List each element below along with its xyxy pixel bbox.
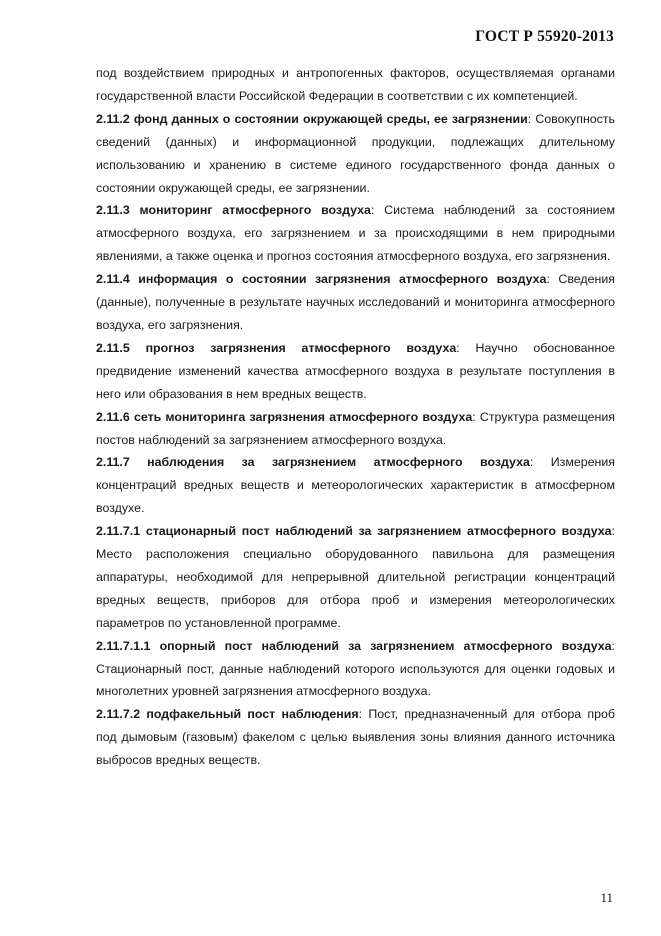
entry-definition: Сведения (данные), полученные в результате научных исследований и мониторинга атмосферного воздуха, его загрязнения. (96, 272, 616, 332)
entry-term: наблюдения за загрязнением атмосферного воздуха (147, 455, 530, 470)
entry-term: прогноз загрязнения атмосферного воздуха (145, 340, 457, 355)
entry-definition: Совокупность сведений (данных) и информационной продукции, подлежащих длительному использованию и хранению в системе единого государственного фонда данных о состоянии окружающей среды, ее загрязнении. (96, 111, 616, 195)
term-entry: 2.11.7.1.1 опорный пост наблюдений за загрязнением атмосферного воздуха: Стационарный пост, данные наблюдений которого используются для оценки годовых и многолетних уровней загрязнения атмосферного воздуха. (96, 638, 615, 699)
term-entry: 2.11.5 прогноз загрязнения атмосферного воздуха: Научно обоснованное предвидение изменений качества атмосферного воздуха в результате поступления в него или образования в нем вредных веществ. (96, 340, 615, 401)
document-code: ГОСТ Р 55920-2013 (475, 28, 614, 45)
entry-definition: Место расположения специально оборудованного павильона для размещения аппаратуры, необходимой для непрерывной длительной регистрации концентраций вредных веществ, приборов для отбора проб и измерения метеорологических параметров по установленной программе. (96, 547, 615, 630)
page-number: 11 (600, 890, 613, 905)
entry-definition: Измерения концентраций вредных веществ и метеорологических характеристик в атмосферном воздухе. (96, 455, 615, 516)
term-entry: 2.11.7.1 стационарный пост наблюдений за загрязнением атмосферного воздуха: Место расположения специально оборудованного павильона для размещения аппаратуры, необходимой для непрерывной длительной регистрации концентраций вредных веществ, приборов для отбора проб и измерения метеорологических параметров по установленной программе. (96, 524, 615, 630)
entry-number: 2.11.5 (96, 340, 130, 355)
term-entry: 2.11.4 информация о состоянии загрязнения атмосферного воздуха: Сведения (данные), полученные в результате научных исследований и мониторинга атмосферного воздуха, его загрязнения. (96, 272, 616, 332)
entry-definition: Научно обоснованное предвидение изменений качества атмосферного воздуха в результате поступления в него или образования в нем вредных веществ. (96, 340, 615, 401)
entry-number: 2.11.2 (96, 111, 130, 126)
entry-definition: Система наблюдений за состоянием атмосферного воздуха, его загрязнением и за происходящими в нем природными явлениями, а также оценка и прогноз состояния атмосферного воздуха, его загрязнения. (96, 203, 615, 264)
entry-term: опорный пост наблюдений за загрязнением атмосферного воздуха (159, 638, 612, 653)
entry-term: мониторинг атмосферного воздуха (139, 203, 371, 218)
entry-number: 2.11.7.1.1 (96, 638, 151, 653)
term-entry: 2.11.7.2 подфакельный пост наблюдения: Пост, предназначенный для отбора проб под дымовым (газовым) факелом с целью выявления зоны влияния данного источника выбросов вредных веществ. (96, 707, 615, 768)
entry-term: подфакельный пост наблюдения (146, 707, 359, 722)
entry-number: 2.11.7.1 (96, 524, 141, 539)
entry-number: 2.11.3 (96, 203, 130, 218)
entry-definition: Пост, предназначенный для отбора проб под дымовым (газовым) факелом с целью выявления зоны влияния данного источника выбросов вредных веществ. (96, 707, 615, 768)
entry-number: 2.11.7 (96, 455, 130, 470)
intro-continuation: под воздействием природных и антропогенных факторов, осуществляемая органами государственной власти Российской Федерации в соответствии с их компетенцией. (96, 66, 615, 103)
term-entry: 2.11.6 сеть мониторинга загрязнения атмосферного воздуха: Структура размещения постов наблюдений за загрязнением атмосферного воздуха. (96, 409, 615, 447)
entry-term: фонд данных о состоянии окружающей среды, ее загрязнении (133, 111, 528, 126)
entry-number: 2.11.7.2 (96, 707, 141, 722)
entry-term: информация о состоянии загрязнения атмосферного воздуха (138, 272, 547, 287)
document-body (96, 62, 615, 772)
term-entry: 2.11.7 наблюдения за загрязнением атмосферного воздуха: Измерения концентраций вредных веществ и метеорологических характеристик в атмосферном воздухе. (96, 455, 615, 516)
entry-definition: Структура размещения постов наблюдений за загрязнением атмосферного воздуха. (96, 409, 615, 447)
entry-term: сеть мониторинга загрязнения атмосферного воздуха (133, 409, 473, 424)
term-entry: 2.11.2 фонд данных о состоянии окружающей среды, ее загрязнении: Совокупность сведений (данных) и информационной продукции, подлежащих длительному использованию и хранению в системе единого государственного фонда данных о состоянии окружающей среды, ее загрязнении. (96, 111, 616, 195)
entry-term: стационарный пост наблюдений за загрязнением атмосферного воздуха (145, 524, 612, 539)
entry-number: 2.11.4 (96, 272, 130, 287)
entry-definition: Стационарный пост, данные наблюдений которого используются для оценки годовых и многолетних уровней загрязнения атмосферного воздуха. (96, 661, 615, 699)
entry-number: 2.11.6 (96, 409, 130, 424)
term-entry: 2.11.3 мониторинг атмосферного воздуха: Система наблюдений за состоянием атмосферного воздуха, его загрязнением и за происходящими в нем природными явлениями, а также оценка и прогноз состояния атмосферного воздуха, его загрязнения. (96, 203, 615, 264)
